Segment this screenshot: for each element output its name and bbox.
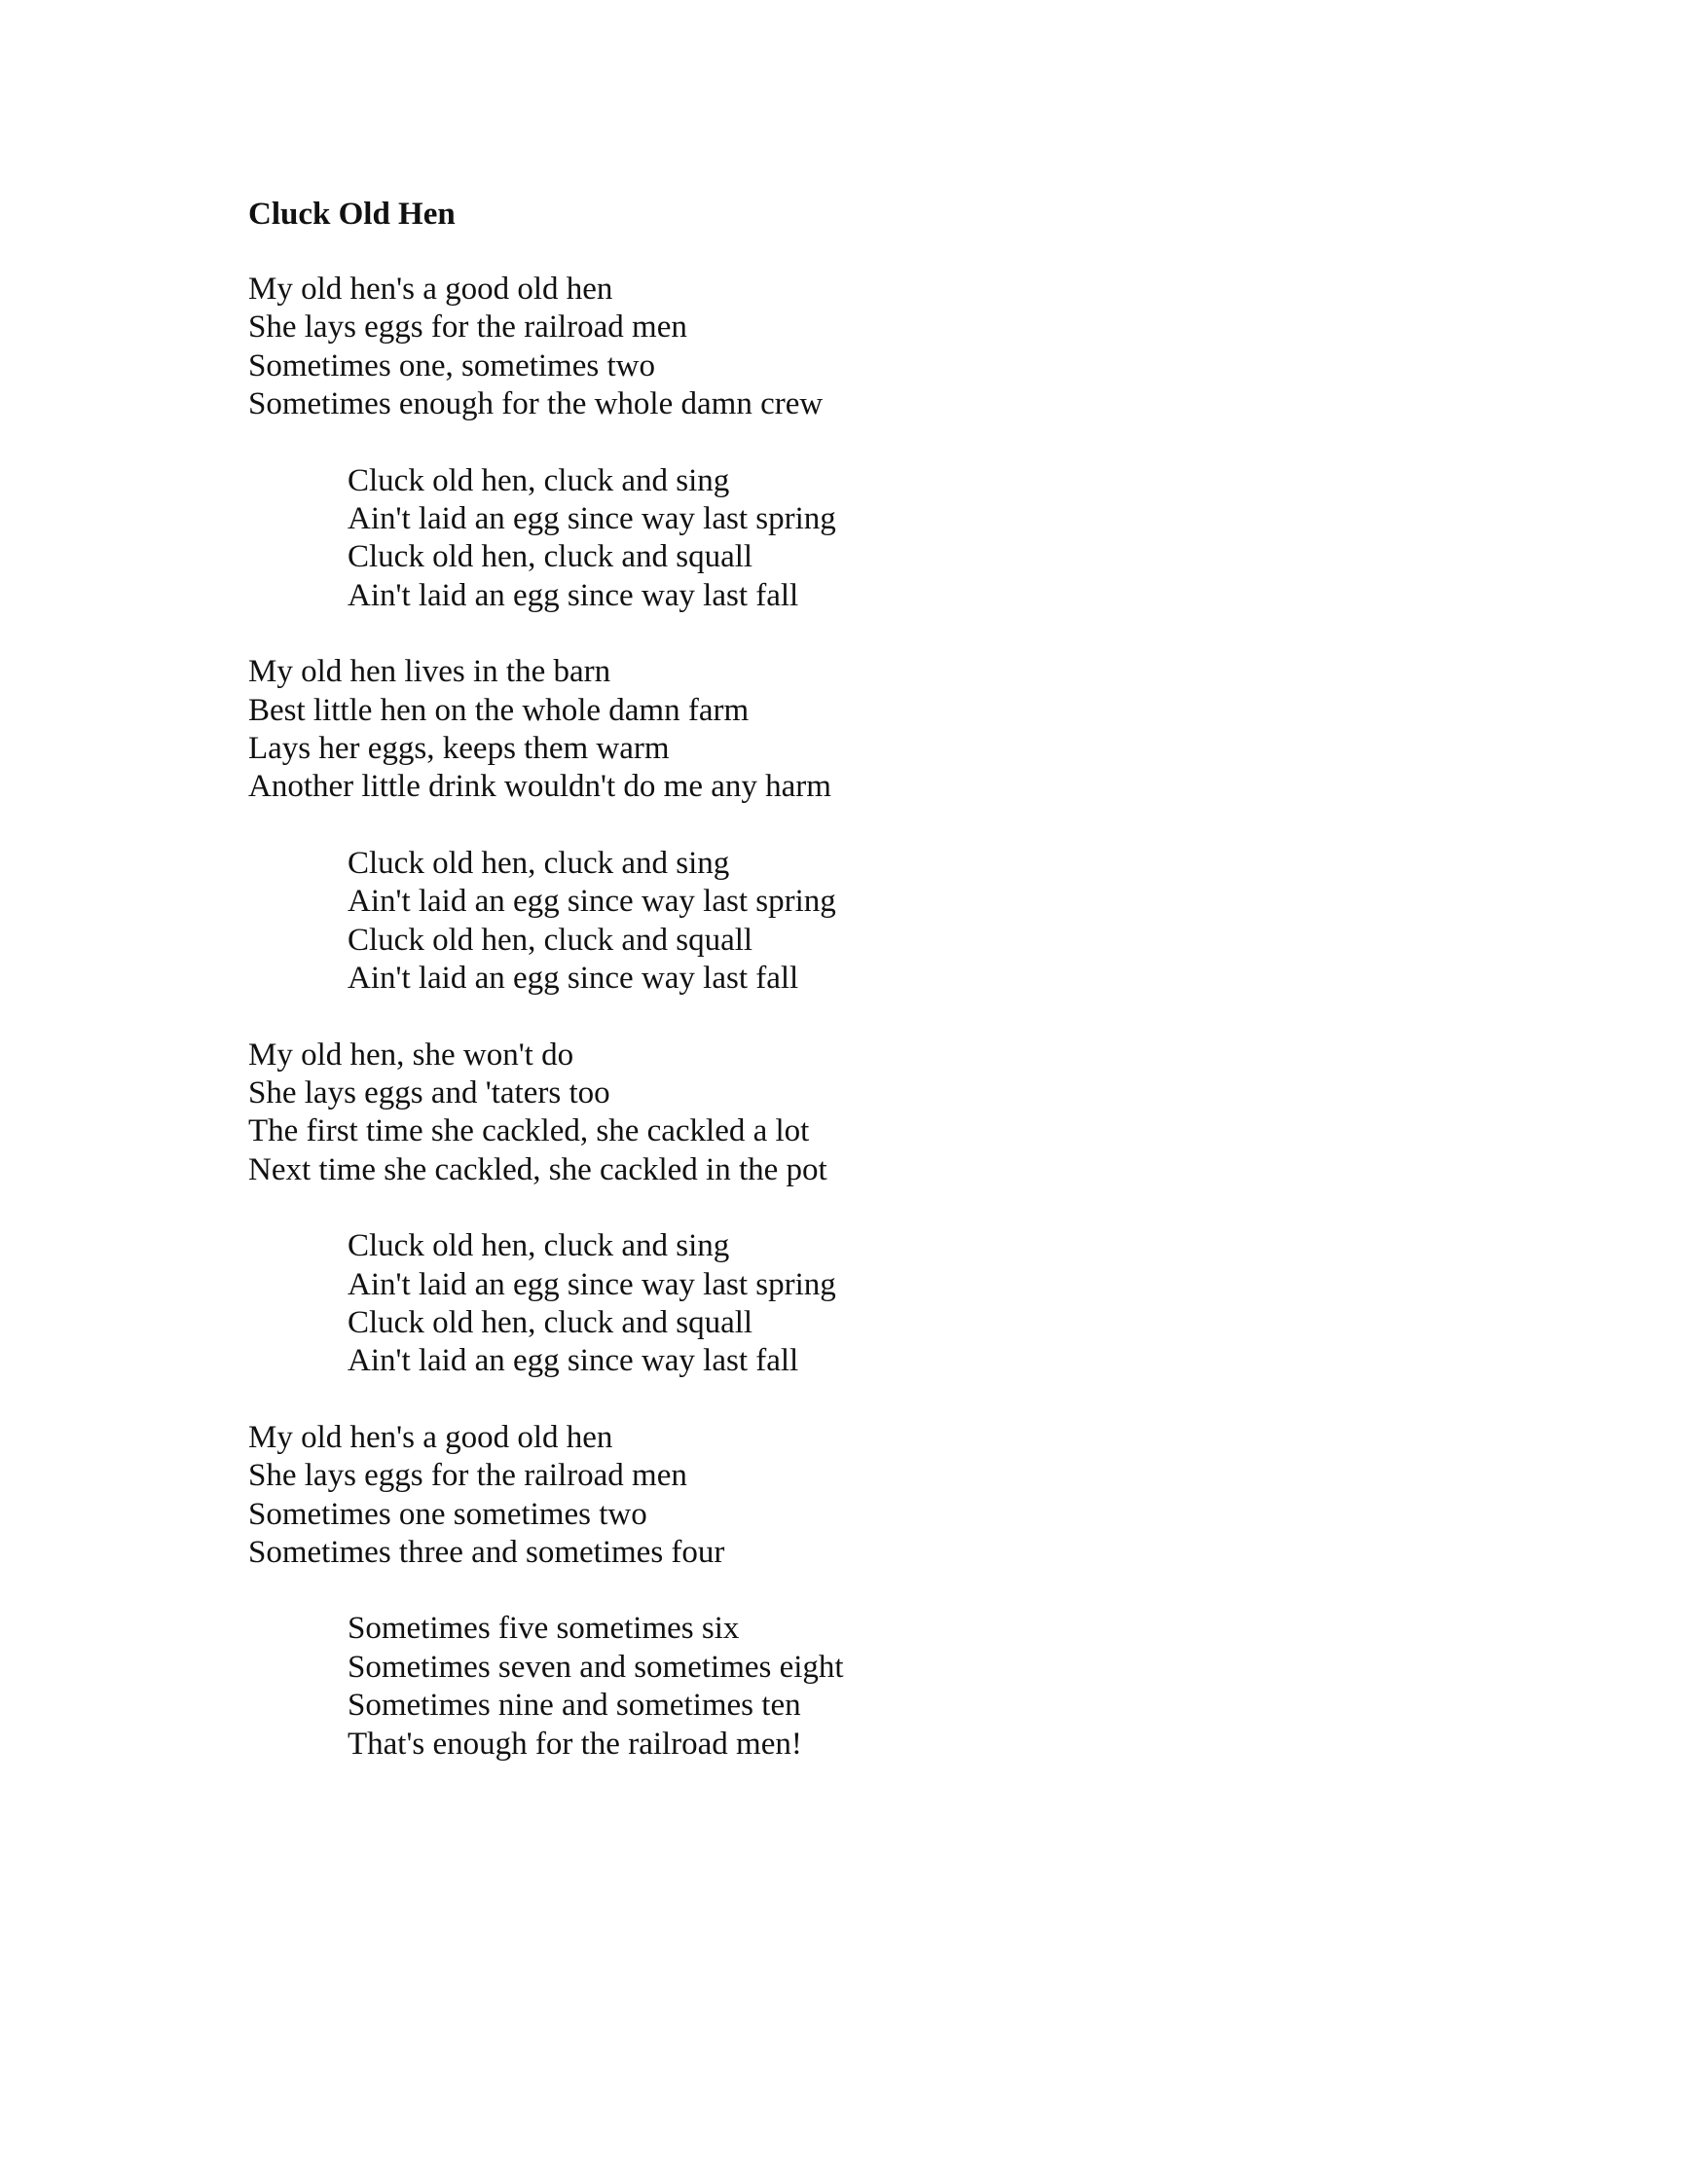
lyric-line: My old hen, she won't do [248,1037,574,1073]
verse-stanza [248,1037,1514,1190]
lyric-line: She lays eggs for the railroad men [248,309,687,346]
lyric-line: Another little drink wouldn't do me any harm [248,769,831,805]
chorus-stanza [248,1227,1514,1381]
lyric-line: Sometimes nine and sometimes ten [348,1688,801,1724]
lyric-line: Cluck old hen, cluck and squall [348,539,753,575]
lyric-line: Ain't laid an egg since way last fall [348,1343,799,1379]
lyric-line: She lays eggs for the railroad men [248,1458,687,1494]
lyric-line: Ain't laid an egg since way last spring [348,1266,836,1302]
lyric-line: Ain't laid an egg since way last spring [348,884,836,920]
lyric-line: My old hen lives in the barn [248,654,611,690]
document-page [248,195,1514,1802]
verse-stanza [248,271,1514,424]
chorus-stanza [248,1610,1514,1764]
lyric-line: Sometimes one sometimes two [248,1496,647,1532]
lyric-line: Ain't laid an egg since way last fall [348,577,799,613]
verse-stanza [248,653,1514,807]
lyric-line: Lays her eggs, keeps them warm [248,731,670,767]
lyric-line: Ain't laid an egg since way last fall [348,961,799,997]
lyric-line: Sometimes one, sometimes two [248,347,655,383]
lyric-line: Next time she cackled, she cackled in the pot [248,1151,827,1187]
lyric-line: The first time she cackled, she cackled a lot [248,1113,810,1149]
lyric-line: Sometimes enough for the whole damn crew [248,386,824,422]
chorus-stanza [248,845,1514,999]
verse-stanza [248,1419,1514,1573]
lyric-line: My old hen's a good old hen [248,1419,613,1455]
lyric-line: Sometimes three and sometimes four [248,1534,725,1570]
lyric-line: Cluck old hen, cluck and squall [348,922,753,958]
lyric-line: Best little hen on the whole damn farm [248,692,750,728]
lyric-line: My old hen's a good old hen [248,272,613,307]
lyric-line: Sometimes seven and sometimes eight [348,1649,844,1685]
lyric-line: Ain't laid an egg since way last spring [348,501,836,537]
lyric-line: She lays eggs and 'taters too [248,1074,610,1110]
chorus-stanza [248,462,1514,616]
song-title: Cluck Old Hen [248,197,456,232]
lyric-line: Cluck old hen, cluck and sing [348,1228,730,1264]
lyrics-body [248,271,1514,1764]
lyric-line: Sometimes five sometimes six [348,1611,740,1647]
lyric-line: Cluck old hen, cluck and squall [348,1304,753,1340]
lyric-line: Cluck old hen, cluck and sing [348,462,730,498]
lyric-line: That's enough for the railroad men! [348,1726,802,1762]
lyric-line: Cluck old hen, cluck and sing [348,845,730,881]
